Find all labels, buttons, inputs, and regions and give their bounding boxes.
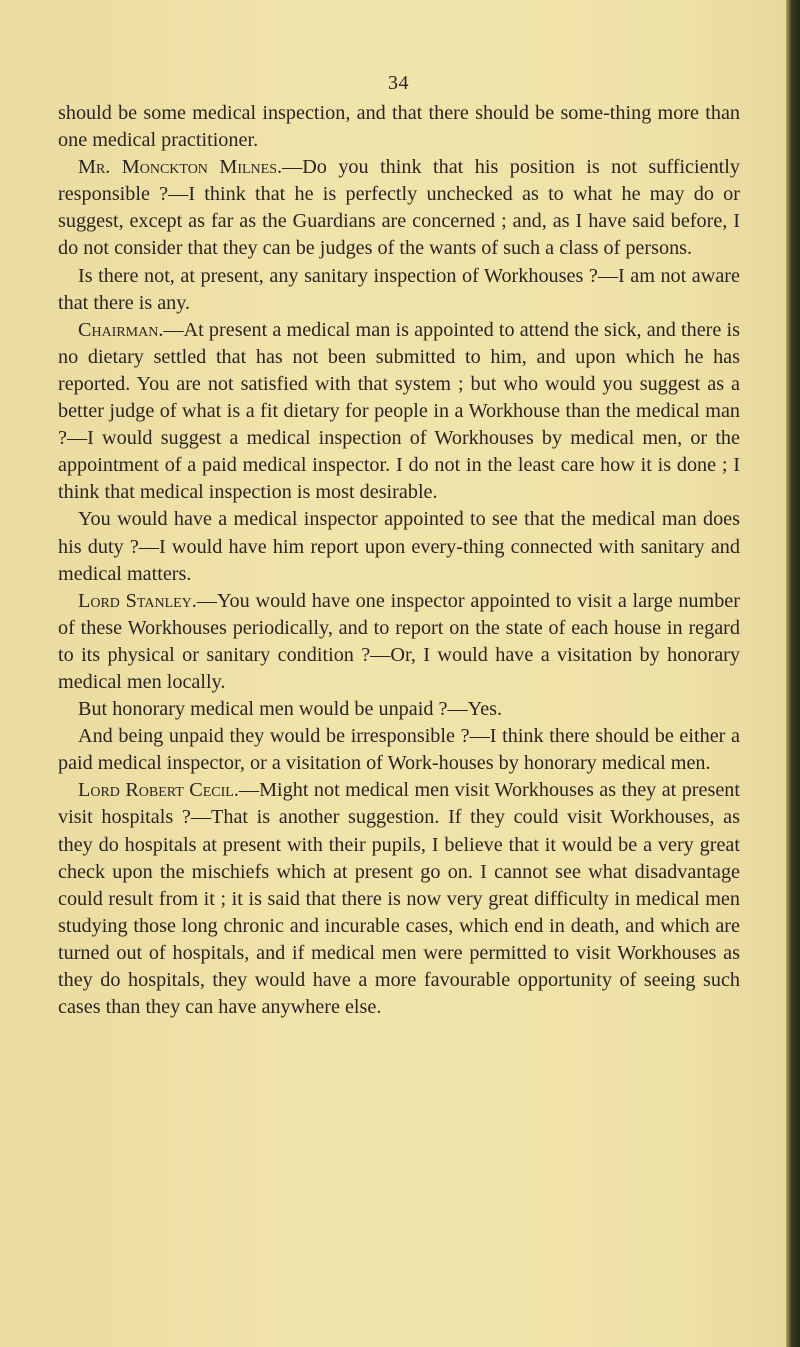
paragraph-text: —Might not medical men visit Workhouses as they at present visit hospitals ?—That is another suggestion. If they could visit Workhouses, as they do hospitals at present with their pupils, I believe that it would be a very great check upon the mischiefs which at present go on. I cannot see what disadvantage could result from it ; it is said that there is now very great difficulty in medical men studying those long chronic and incurable cases, which end in death, and which are turned out of hospitals, and if medical men were permitted to visit Workhouses as they do hospitals, they would have a more favourable opportunity of seeing such cases than they can have anywhere else. [58,779,740,1019]
paragraph [58,154,740,262]
paragraph [58,777,740,1021]
paragraph [58,696,740,723]
paragraph-text: And being unpaid they would be irresponsible ?—I think there should be either a paid medical inspector, or a visitation of Work-houses by honorary medical men. [58,725,740,775]
speaker-name: Lord Stanley. [78,589,197,612]
page-number: 34 [388,72,409,94]
paragraph [58,317,740,507]
paragraph [58,588,740,696]
page-edge-binding [786,0,800,1347]
paragraph [58,506,740,587]
paragraph-text: Is there not, at present, any sanitary inspection of Workhouses ?—I am not aware that there is any. [58,264,740,314]
speaker-name: Lord Robert Cecil. [78,779,239,802]
paragraph [58,263,740,317]
paragraph-text: —At present a medical man is appointed to attend the sick, and there is no dietary settled that has not been submitted to him, and upon which he has reported. You are not satisfied with that system ; but who would you suggest as a better judge of what is a fit dietary for people in a Workhouse than the medical man ?—I would suggest a medical inspection of Workhouses by medical men, or the appointment of a paid medical inspector. I do not in the least care how it is done ; I think that medical inspection is most desirable. [58,318,740,504]
paragraph-text: You would have a medical inspector appointed to see that the medical man does his duty ?—I would have him report upon every-thing connected with sanitary and medical matters. [58,508,740,585]
page-body-text [58,100,740,1021]
paragraph-text: But honorary medical men would be unpaid ?—Yes. [78,698,503,721]
speaker-name: Mr. Monckton Milnes. [78,156,283,179]
speaker-name: Chairman. [78,318,164,341]
paragraph-text: —Do you think that his position is not sufficiently responsible ?—I think that he is perfectly unchecked as to what he may do or suggest, except as far as the Guardians are concerned ; and, as I have said before, I do not consider that they can be judges of the wants of such a class of persons. [58,156,740,260]
paragraph-text: —You would have one inspector appointed to visit a large number of these Workhouses periodically, and to report on the state of each house in regard to its physical or sanitary condition ?—Or, I would have a visitation by honorary medical men locally. [58,589,740,693]
paragraph-text: should be some medical inspection, and that there should be some-thing more than one medical practitioner. [58,102,740,152]
paragraph [58,723,740,777]
paragraph-continuation [58,100,740,154]
